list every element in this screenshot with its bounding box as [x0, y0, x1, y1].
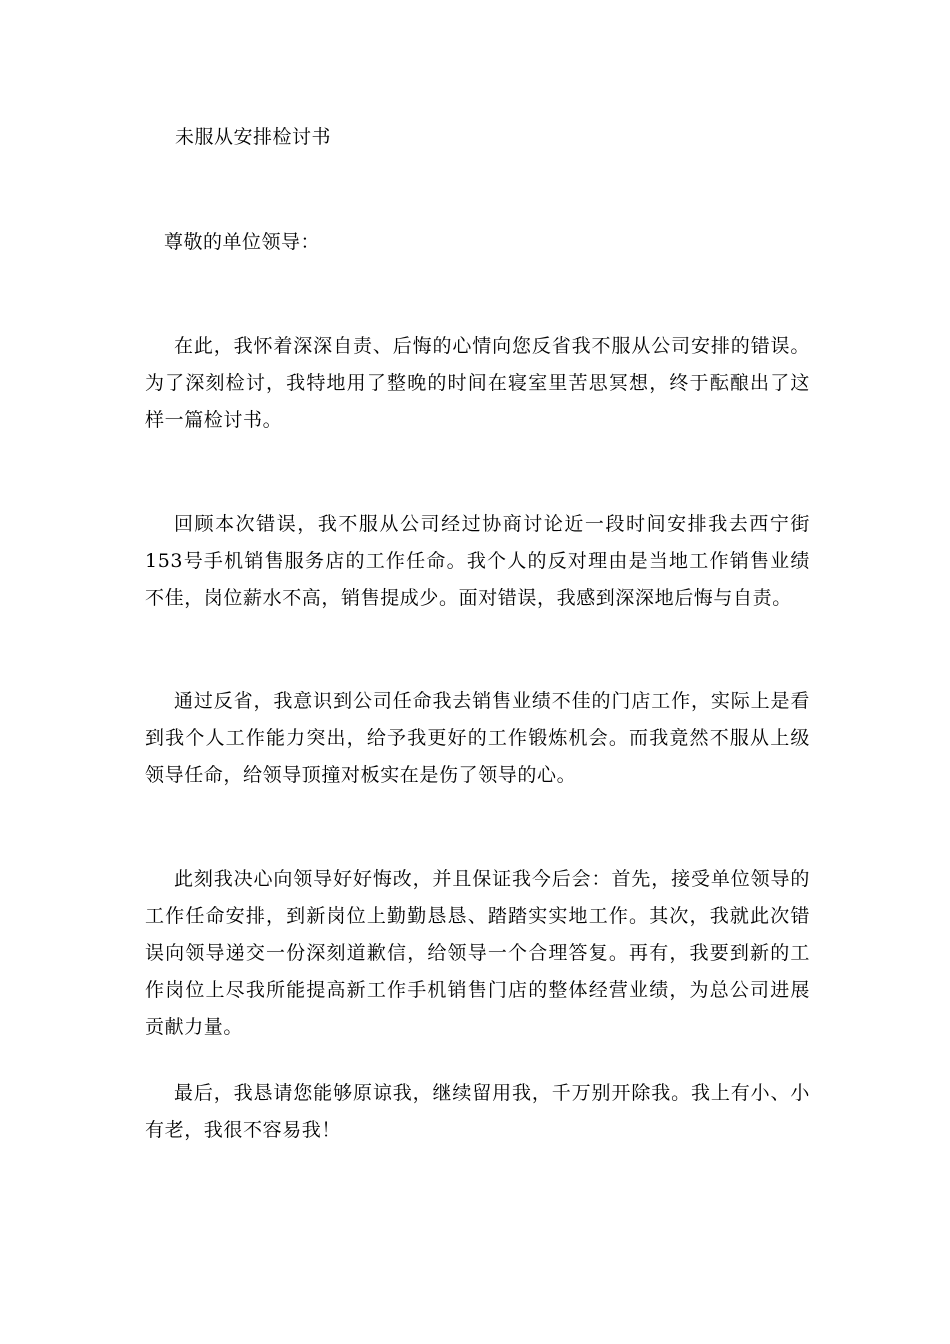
paragraph-1: 在此，我怀着深深自责、后悔的心情向您反省我不服从公司安排的错误。为了深刻检讨，我特地用了整晚的时间在寝室里苦思冥想，终于酝酿出了这样一篇检讨书。 [145, 335, 810, 431]
paragraph-3: 通过反省，我意识到公司任命我去销售业绩不佳的门店工作，实际上是看到我个人工作能力突出，给予我更好的工作锻炼机会。而我竟然不服从上级领导任命，给领导顶撞对板实在是伤了领导的心。 [145, 690, 810, 786]
paragraph-4: 此刻我决心向领导好好悔改，并且保证我今后会：首先，接受单位领导的工作任命安排，到新岗位上勤勤恳恳、踏踏实实地工作。其次，我就此次错误向领导递交一份深刻道歉信，给领导一个合理答复。再有，我要到新的工作岗位上尽我所能提高新工作手机销售门店的整体经营业绩，为总公司进展贡献力量。 [145, 868, 810, 1038]
document-title: 未服从安排检讨书 [175, 126, 332, 148]
paragraph-2: 回顾本次错误，我不服从公司经过协商讨论近一段时间安排我去西宁街153号手机销售服务店的工作任命。我个人的反对理由是当地工作销售业绩不佳，岗位薪水不高，销售提成少。面对错误，我感到深深地后悔与自责。 [145, 513, 810, 609]
paragraph-5: 最后，我恳请您能够原谅我，继续留用我，千万别开除我。我上有小、小有老，我很不容易我！ [145, 1082, 810, 1141]
salutation: 尊敬的单位领导： [164, 231, 321, 253]
